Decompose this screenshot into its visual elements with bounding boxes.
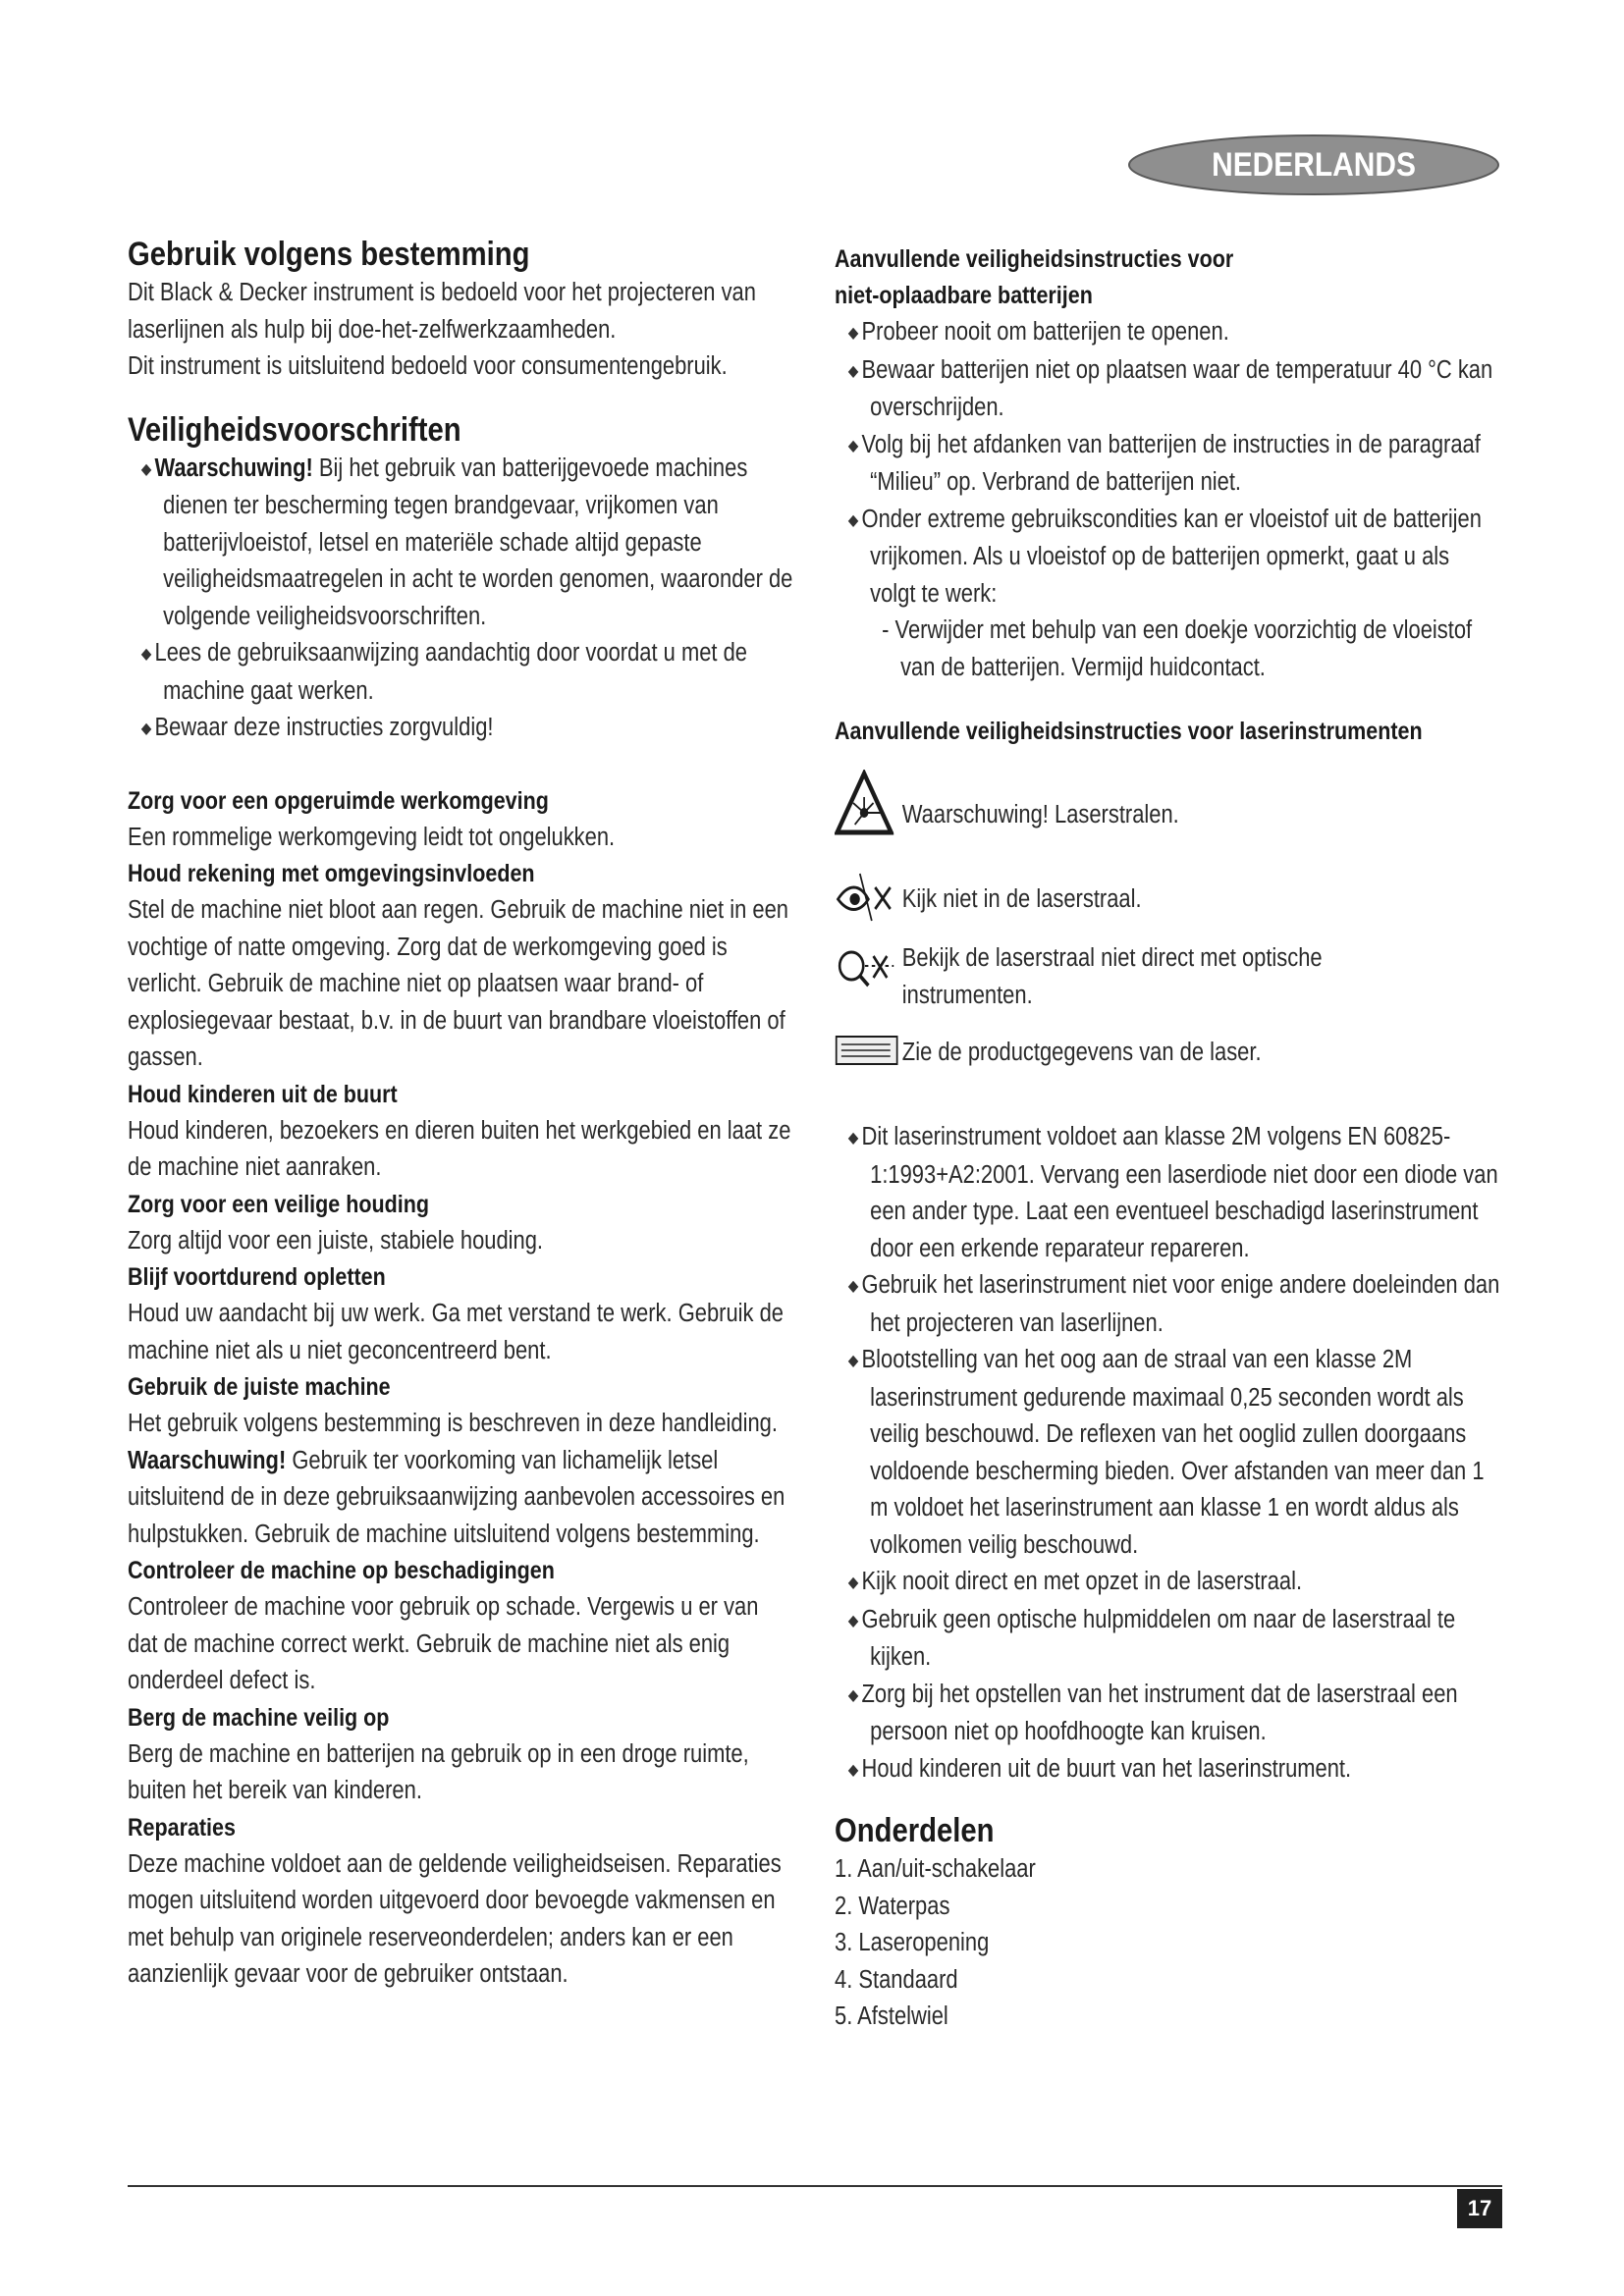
safety-warning-label: Waarschuwing! (154, 454, 313, 482)
section-title: Reparaties (128, 1813, 236, 1842)
battery-bullet (835, 502, 1500, 614)
laser-bullet-text: Gebruik het laserinstrument niet voor enige andere doeleinden dan het projecteren van laserlijnen. (861, 1271, 1500, 1337)
warning-label: Waarschuwing! (128, 1446, 287, 1474)
safety-bullet-text: Bij het gebruik van batterijgevoede machines dienen ter bescherming tegen brandgevaar, vrijkomen van batterijvloeistof, letsel en materiële schade altijd gepaste veiligheidsmaatregelen in acht te worden genomen, waaronder de volgende veiligheidsvoorschriften. (163, 454, 793, 630)
bullet-icon: ◆ (847, 1130, 859, 1147)
laser-bullet (835, 1751, 1500, 1789)
eye-no-look-icon (835, 868, 897, 927)
section-title: Houd kinderen uit de buurt (128, 1080, 398, 1108)
bullet-icon: ◆ (847, 1278, 859, 1295)
parts-item: 5. Afstelwiel (835, 2002, 948, 2030)
bullet-icon: ◆ (847, 362, 859, 380)
bullet-icon: ◆ (847, 511, 859, 529)
section-text: Houd kinderen, bezoekers en dieren buiten het werkgebied en laat ze de machine niet aanraken. (128, 1116, 791, 1181)
laser-bullet (835, 1677, 1500, 1751)
warning-text: Gebruik ter voorkoming van lichamelijk letsel uitsluitend de in deze gebruiksaanwijzing aanbevolen accessoires en hulpstukken. Gebruik de machine uitsluitend volgens bestemming. (128, 1446, 785, 1548)
eye-warning-text: Kijk niet in de laserstraal. (901, 885, 1142, 913)
section-text: Het gebruik volgens bestemming is beschreven in deze handleiding. (128, 1410, 778, 1437)
laser-icon-row (835, 868, 1500, 940)
battery-heading-line-1: Aanvullende veiligheidsinstructies voor (835, 245, 1234, 273)
battery-heading-line-2: niet-oplaadbare batterijen (835, 282, 1093, 309)
battery-bullet-text: Onder extreme gebruikscondities kan er vloeistof uit de batterijen vrijkomen. Als u vloeistof op de batterijen opmerkt, gaat u als volgt te werk: (861, 505, 1482, 608)
laser-icon-row (835, 770, 1500, 848)
bullet-icon: ◆ (140, 646, 152, 663)
parts-item: 3. Laseropening (835, 1929, 990, 1956)
language-badge (1127, 133, 1500, 196)
optical-instrument-icon (835, 940, 897, 999)
safety-bullet-text: Lees de gebruiksaanwijzing aandachtig door voordat u met de machine gaat werken. (154, 639, 747, 705)
laser-warning-icon (835, 770, 893, 838)
parts-item: 1. Aan/uit-schakelaar (835, 1855, 1036, 1883)
section-text: Stel de machine niet bloot aan regen. Gebruik de machine niet in een vochtige of natte omgeving. Zorg dat de werkomgeving goed is verlicht. Gebruik de machine niet op plaatsen waar brand- of explosiegevaar bestaat, b.v. in de buurt van brandbare vloeistoffen of gassen. (128, 896, 788, 1071)
bullet-icon: ◆ (140, 721, 152, 737)
bullet-icon: ◆ (847, 325, 859, 342)
left-column (128, 234, 795, 1994)
laser-bullet-text: Gebruik geen optische hulpmiddelen om naar de laserstraal te kijken. (861, 1605, 1456, 1671)
laser-bullet (835, 1342, 1500, 1564)
section-title: Controleer de machine op beschadigingen (128, 1557, 555, 1584)
section-title: Houd rekening met omgevingsinvloeden (128, 860, 535, 887)
parts-item: 4. Standaard (835, 1965, 958, 1994)
product-label-text: Zie de productgegevens van de laser. (901, 1039, 1262, 1066)
safety-bullet-1 (128, 451, 793, 636)
battery-bullet (835, 352, 1500, 427)
optical-warning-text: Bekijk de laserstraal niet direct met optische instrumenten. (901, 944, 1323, 1009)
laser-warning-text: Waarschuwing! Laserstralen. (901, 801, 1179, 828)
laser-bullet (835, 1267, 1500, 1342)
laser-icon-row (835, 1031, 1500, 1119)
battery-bullet-text: Bewaar batterijen niet op plaatsen waar de temperatuur 40 °C kan overschrijden. (861, 355, 1493, 421)
laser-bullet-text: Dit laserinstrument voldoet aan klasse 2M volgens EN 60825-1:1993+A2:2001. Vervang een laserdiode niet door een diode van een ander type. Laat een eventueel beschadigd laserinstrument door een erkende reparateur repareren. (861, 1123, 1498, 1262)
battery-bullet-text: Probeer nooit om batterijen te openen. (861, 318, 1229, 346)
laser-bullet-text: Kijk nooit direct en met opzet in de laserstraal. (861, 1568, 1303, 1595)
laser-bullet (835, 1602, 1500, 1677)
bullet-icon: ◆ (847, 1353, 859, 1369)
section-text: Controleer de machine voor gebruik op schade. Vergewis u er van dat de machine correct werkt. Gebruik de machine niet als enig onderdeel defect is. (128, 1593, 759, 1694)
intended-use-text-1: Dit Black & Decker instrument is bedoeld voor het projecteren van laserlijnen als hulp bij doe-het-zelfwerkzaamheden. (128, 279, 756, 344)
intended-use-heading: Gebruik volgens bestemming (128, 236, 530, 273)
bullet-icon: ◆ (847, 1686, 859, 1704)
warning-paragraph (128, 1443, 793, 1554)
bullet-icon: ◆ (847, 1612, 859, 1629)
section-text: Houd uw aandacht bij uw werk. Ga met verstand te werk. Gebruik de machine niet als u niet geconcentreerd bent. (128, 1300, 784, 1364)
page-number: 17 (1457, 2189, 1502, 2228)
laser-bullet (835, 1564, 1500, 1602)
bullet-icon: ◆ (847, 1575, 859, 1591)
section-text: Berg de machine en batterijen na gebruik op in een droge ruimte, buiten het bereik van kinderen. (128, 1739, 749, 1804)
intended-use-text-2: Dit instrument is uitsluitend bedoeld voor consumentengebruik. (128, 352, 728, 380)
section-text: Deze machine voldoet aan de geldende veiligheidseisen. Reparaties mogen uitsluitend worden uitgevoerd door bevoegde vakmensen en met behulp van originele reserveonderdelen; anders kan er een aanzienlijk gevaar voor de gebruiker ontstaan. (128, 1849, 782, 1988)
safety-bullet-text: Bewaar deze instructies zorgvuldig! (154, 714, 494, 741)
battery-sub-item: - Verwijder met behulp van een doekje voorzichtig de vloeistof van de batterijen. Vermijd huidcontact. (882, 616, 1473, 681)
section-title: Gebruik de juiste machine (128, 1373, 391, 1401)
section-text: Zorg altijd voor een juiste, stabiele houding. (128, 1226, 544, 1255)
right-column (835, 234, 1502, 2036)
laser-bullet-text: Zorg bij het opstellen van het instrument dat de laserstraal een persoon niet op hoofdhoogte kan kruisen. (861, 1680, 1458, 1745)
bullet-icon: ◆ (140, 460, 152, 478)
parts-heading: Onderdelen (835, 1812, 995, 1849)
product-label-icon (835, 1031, 900, 1070)
language-label: NEDERLANDS (1212, 146, 1416, 184)
battery-bullet (835, 314, 1500, 352)
footer-divider (128, 2185, 1502, 2187)
section-text: Een rommelige werkomgeving leidt tot ongelukken. (128, 823, 616, 851)
section-title: Zorg voor een opgeruimde werkomgeving (128, 786, 549, 815)
laser-bullet-text: Blootstelling van het oog aan de straal van een klasse 2M laserinstrument gedurende maximaal 0,25 seconden wordt als veilig beschouwd. De reflexen van het ooglid zullen doorgaans voldoende bescherming bieden. Over afstanden van meer dan 1 m voldoet het laserinstrument aan klasse 1 en wordt aldus als volkomen veilig beschouwd. (861, 1346, 1485, 1559)
section-title: Blijf voortdurend opletten (128, 1263, 386, 1291)
safety-heading: Veiligheidsvoorschriften (128, 410, 461, 449)
safety-bullet-2 (128, 635, 793, 710)
laser-bullet-text: Houd kinderen uit de buurt van het laserinstrument. (861, 1754, 1352, 1783)
laser-bullet (835, 1119, 1500, 1267)
battery-bullet (835, 427, 1500, 502)
laser-icon-row (835, 940, 1500, 1031)
section-title: Berg de machine veilig op (128, 1703, 390, 1732)
section-title: Zorg voor een veilige houding (128, 1190, 430, 1218)
parts-item: 2. Waterpas (835, 1892, 950, 1920)
bullet-icon: ◆ (847, 437, 859, 454)
bullet-icon: ◆ (847, 1761, 859, 1779)
safety-bullet-3 (128, 710, 793, 748)
battery-bullet-text: Volg bij het afdanken van batterijen de instructies in de paragraaf “Milieu” op. Verbrand de batterijen niet. (861, 430, 1481, 496)
laser-heading: Aanvullende veiligheidsinstructies voor laserinstrumenten (835, 718, 1423, 745)
